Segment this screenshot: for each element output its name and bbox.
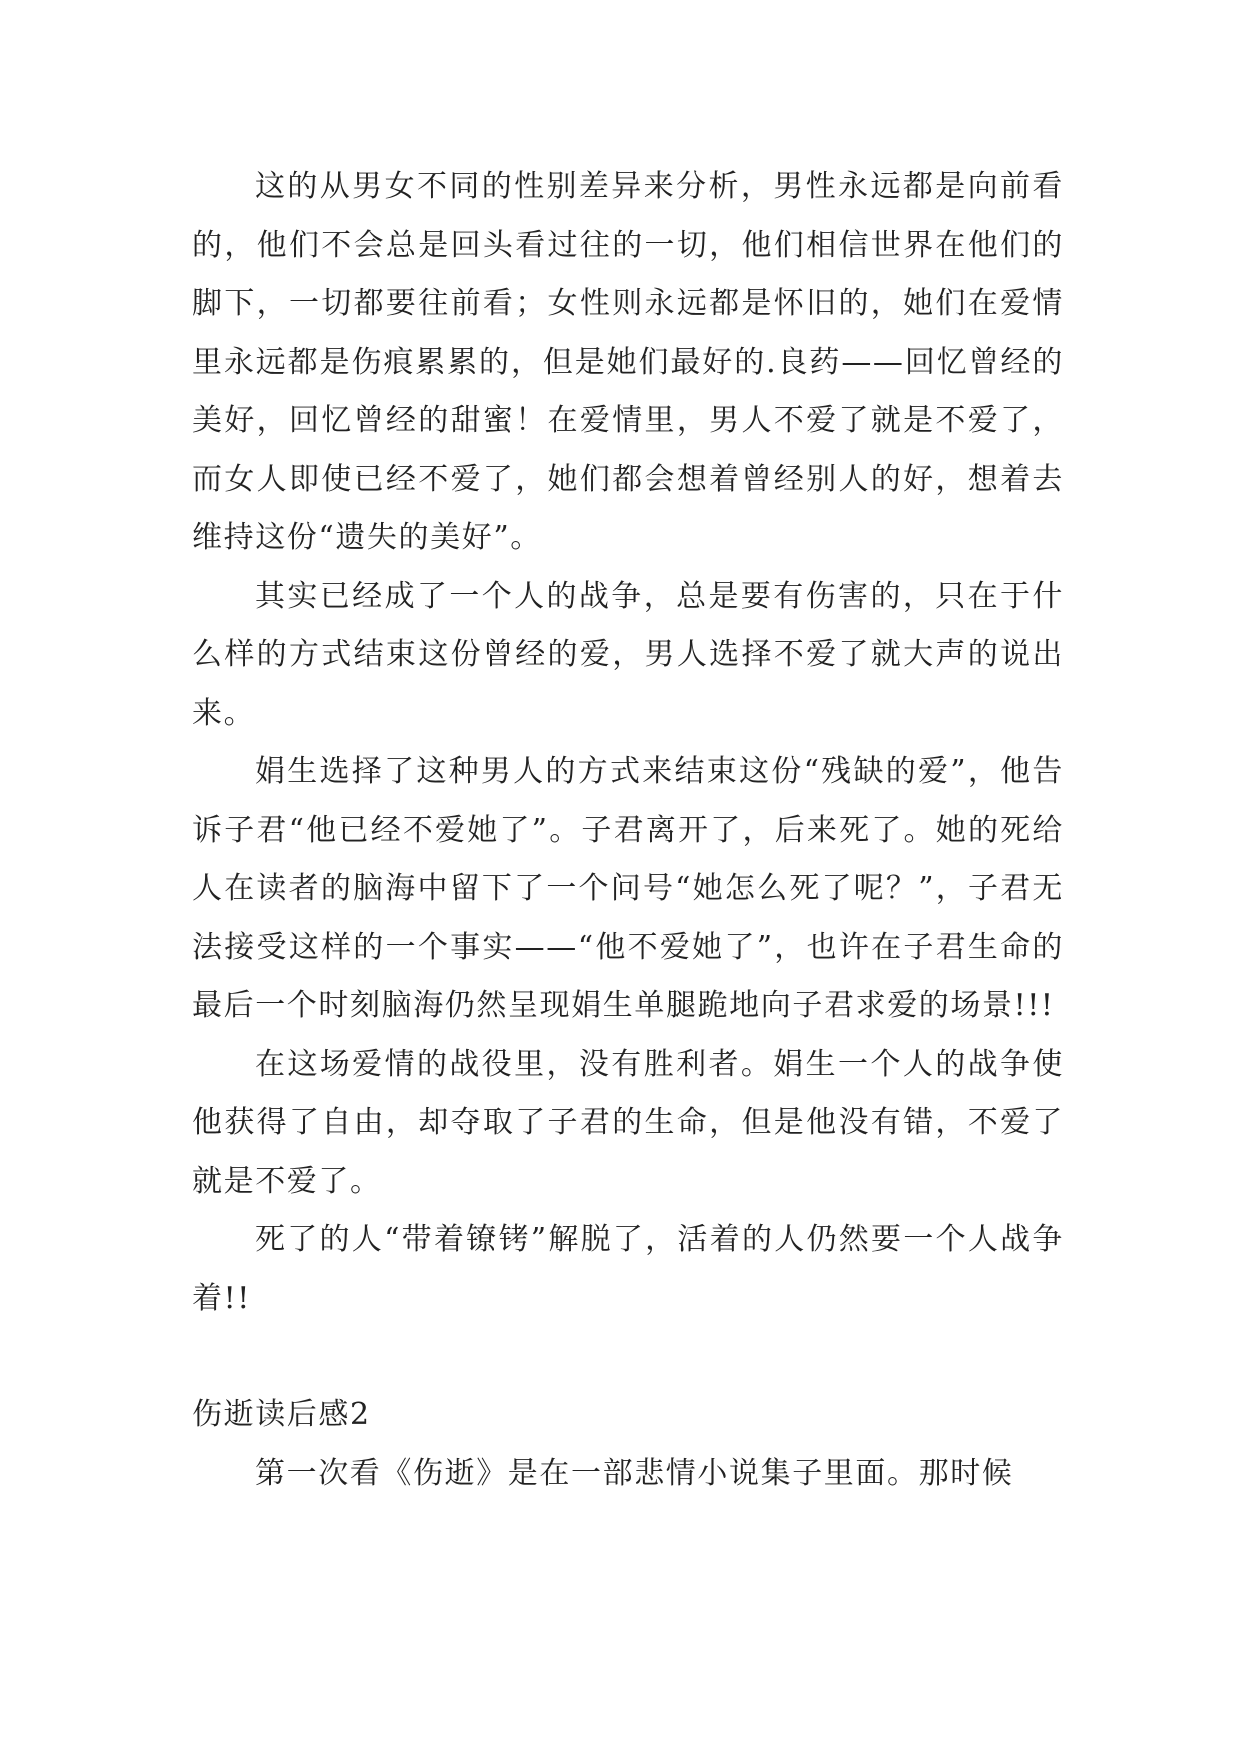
paragraph-6: 第一次看《伤逝》是在一部悲情小说集子里面。那时候 <box>255 1455 1014 1491</box>
paragraph-5: 死了的人“带着镣铐”解脱了，活着的人仍然要一个人战争着!! <box>192 1222 1064 1316</box>
paragraph-4: 在这场爱情的战役里，没有胜利者。娟生一个人的战争使他获得了自由，却夺取了子君的生命，但是他没有错，不爱了就是不爱了。 <box>192 1046 1064 1199</box>
paragraph-1: 这的从男女不同的性别差异来分析，男性永远都是向前看的，他们不会总是回头看过往的一切，他们相信世界在他们的脚下，一切都要往前看；女性则永远都是怀旧的，她们在爱情里永远都是伤痕累累的，但是她们最好的.良药——回忆曾经的美好，回忆曾经的甜蜜！在爱情里，男人不爱了就是不爱了，而女人即使已经不爱了，她们都会想着曾经别人的好，想着去维持这份“遗失的美好”。 <box>192 169 1064 555</box>
document-body <box>192 158 1064 1503</box>
paragraph-3: 娟生选择了这种男人的方式来结束这份“残缺的爱”，他告诉子君“他已经不爱她了”。子君离开了，后来死了。她的死给人在读者的脑海中留下了一个问号“她怎么死了呢？”，子君无法接受这样的一个事实——“他不爱她了”，也许在子君生命的最后一个时刻脑海仍然呈现娟生单腿跪地向子君求爱的场景!!! <box>192 754 1064 1023</box>
section-heading: 伤逝读后感2 <box>192 1397 371 1432</box>
paragraph-2: 其实已经成了一个人的战争，总是要有伤害的，只在于什么样的方式结束这份曾经的爱，男人选择不爱了就大声的说出来。 <box>192 578 1064 731</box>
